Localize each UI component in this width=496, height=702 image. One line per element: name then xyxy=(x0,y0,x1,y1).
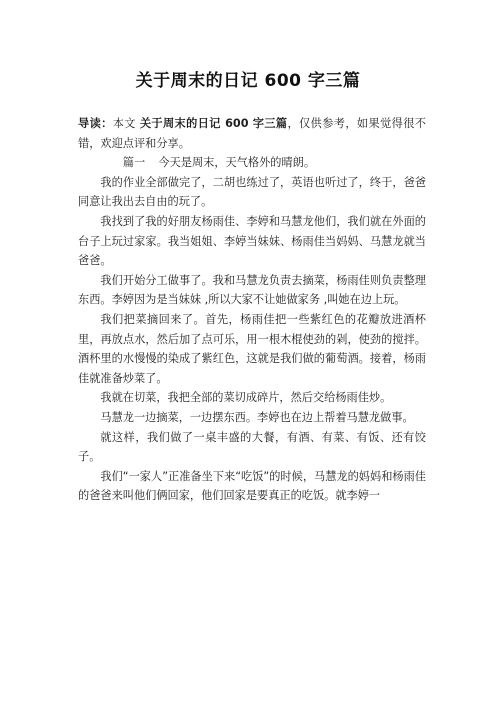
intro-label: 导读： xyxy=(78,117,113,130)
first-sentence: 今天是周末，天气格外的晴朗。 xyxy=(158,156,316,170)
first-paragraph xyxy=(78,153,426,173)
document-title: 关于周末的日记 600 字三篇 xyxy=(135,71,361,91)
paragraph: 我的作业全部做完了，二胡也练过了，英语也听过了，终于，爸爸同意让我出去自由的玩了。 xyxy=(78,175,426,209)
intro-paragraph xyxy=(78,114,426,153)
paragraph: 我们“一家人”正准备坐下来“吃饭”的时候，马慧龙的妈妈和杨雨佳的爸爸来叫他们俩回家，他们回家是要真正的吃饭。就李婷一 xyxy=(78,469,426,503)
paragraph: 马慧龙一边摘菜，一边摆东西。李婷也在边上帮着马慧龙做事。 xyxy=(100,410,414,424)
document-body xyxy=(78,114,426,506)
paragraph: 我们把菜摘回来了。首先，杨雨佳把一些紫红色的花瓣放进酒杯里，再放点水，然后加了点可乐，用一根木棍使劲的剁，使劲的搅拌。酒杯里的水慢慢的染成了紫红色，这就是我们做的葡萄酒。接着，杨雨佳就准备炒菜了。 xyxy=(78,312,426,385)
paragraph: 我们开始分工做事了。我和马慧龙负责去摘菜，杨雨佳则负责整理东西。李婷因为是当妹妹 ,所以大家不让她做家务 ,叫她在边上玩。 xyxy=(78,273,426,307)
article-label: 篇一 xyxy=(122,156,146,170)
intro-title-ref: 关于周末的日记 600 字三篇 xyxy=(139,117,288,130)
paragraph: 就这样，我们做了一桌丰盛的大餐，有酒、有菜、有饭、还有饺子。 xyxy=(78,430,426,464)
intro-suffix: ，仅供参考，如果觉得很不错，欢迎点评和分享。 xyxy=(78,117,426,150)
intro-prefix: 本文 xyxy=(112,117,140,130)
paragraph: 我找到了我的好朋友杨雨佳、李婷和马慧龙他们，我们就在外面的台子上玩过家家。我当姐姐、李婷当妹妹、杨雨佳当妈妈、马慧龙就当爸爸。 xyxy=(78,214,426,268)
paragraph: 我就在切菜，我把全部的菜切成碎片，然后交给杨雨佳炒。 xyxy=(100,391,392,405)
